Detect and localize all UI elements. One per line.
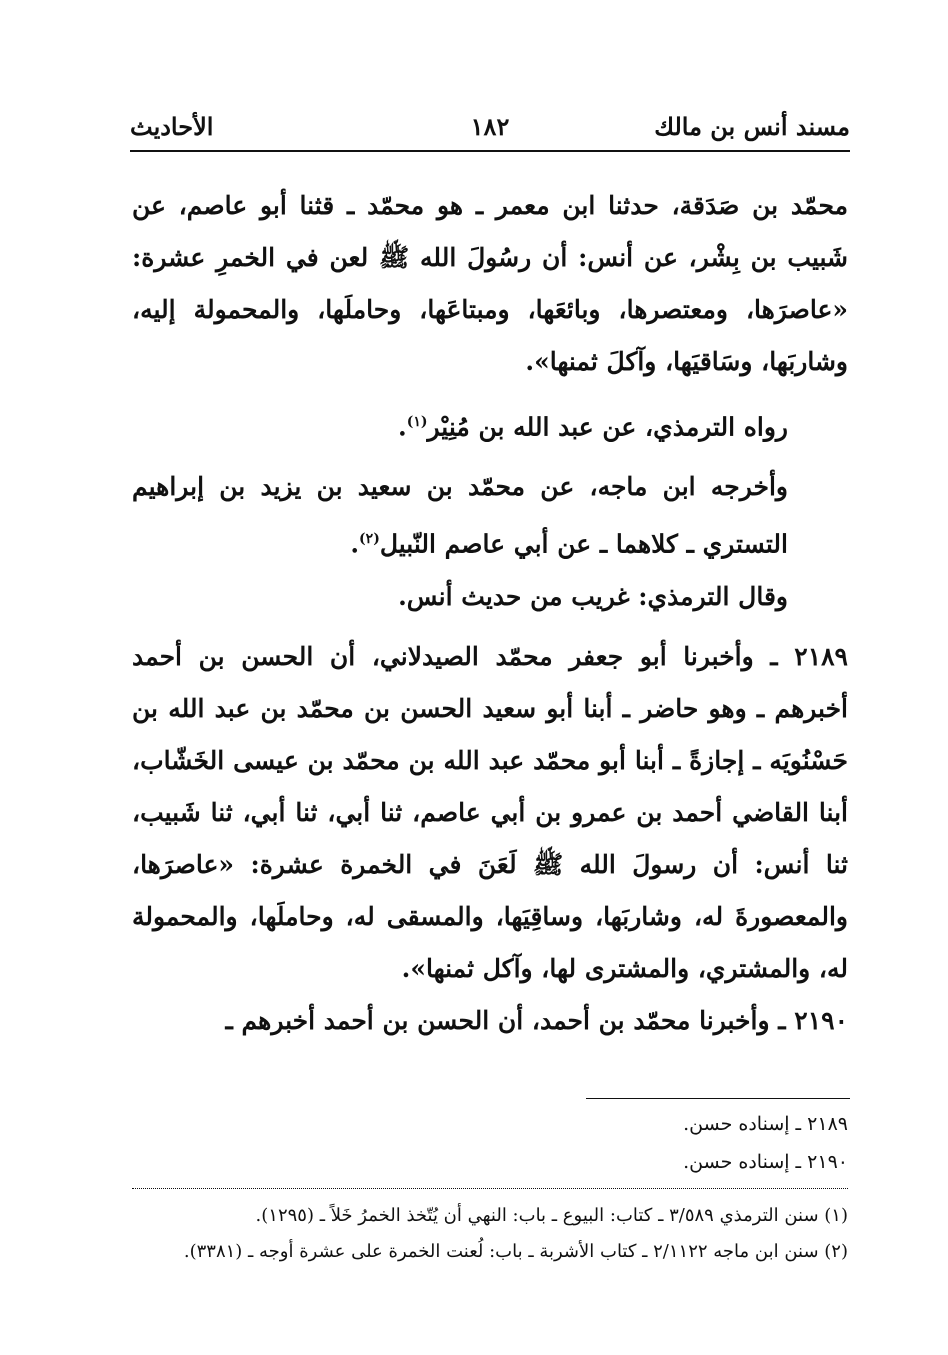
paragraph-tirmidhi-end: . bbox=[398, 412, 407, 442]
footnote-1: (١) سنن الترمذي ٣/٥٨٩ ـ كتاب: البيوع ـ باب: النهي أن يُتّخذ الخمرُ خَلاً ـ (١٢٩٥). bbox=[255, 1205, 848, 1226]
footnotes bbox=[132, 1198, 848, 1270]
notes-rule bbox=[586, 1098, 850, 1099]
page-number: ١٨٢ bbox=[470, 112, 510, 141]
paragraph-ibn-majah-text: وأخرجه ابن ماجه، عن محمّد بن سعيد بن يزيد بن إبراهيم التستري ـ كلاهما ـ عن أبي عاصم النّبيل bbox=[132, 472, 788, 559]
running-header bbox=[130, 112, 850, 152]
footnote-ref-1[interactable]: (١) bbox=[406, 414, 428, 430]
main-text bbox=[132, 180, 848, 1047]
paragraph-ibn-majah bbox=[132, 461, 848, 570]
paragraph-tirmidhi bbox=[132, 396, 848, 453]
hadith-2189-text: ـ وأخبرنا أبو جعفر محمّد الصيدلاني، أن الحسن بن أحمد أخبرهم ـ وهو حاضر ـ أبنا أبو سعيد الحسن بن محمّد بن عبد الله بن حَسْنُويَه ـ إجازةً ـ أبنا أبو محمّد عبد الله بن محمّد بن عيسى الخَشّاب، أبنا القاضي أحمد بن عمرو بن أبي عاصم، ثنا أبي، ثنا أبي، ثنا شَبيب، ثنا أنس: أن رسولَ الله ﷺ لَعَنَ في الخمرة عشرة: «عاصرَها، والمعصورةَ له، وشاربَها، وساقِيَها، والمسقى له، وحاملَها، والمحمولة له، والمشتري، والمشترى لها، وآكل ثمنها». bbox=[132, 641, 848, 983]
paragraph-isnad: محمّد بن صَدَقة، حدثنا ابن معمر ـ هو محمّد ـ قثنا أبو عاصم، عن شَبيب بن بِشْر، عن أنس: أن رسُولَ الله ﷺ لعن في الخمرِ عشرة: «عاصرَها، ومعتصرها، وبائعَها، ومبتاعَها، وحاملَها، والمحمولة إليه، وشاربَها، وسَاقيَها، وآكلَ ثمنها». bbox=[132, 191, 848, 376]
hadith-number-2189: ٢١٨٩ bbox=[794, 641, 848, 671]
paragraph-ibn-majah-end: . bbox=[350, 529, 360, 559]
section-title: الأحاديث bbox=[130, 112, 214, 141]
hadith-number-2190: ٢١٩٠ bbox=[794, 1005, 848, 1035]
hadith-2190 bbox=[132, 995, 848, 1047]
grading-notes bbox=[132, 1105, 848, 1181]
note-2190: ٢١٩٠ ـ إسناده حسن. bbox=[683, 1151, 848, 1173]
hadith-2190-text: ـ وأخبرنا محمّد بن أحمد، أن الحسن بن أحمد أخبرهم ـ bbox=[225, 1005, 786, 1035]
header-rule bbox=[130, 150, 850, 152]
footnote-ref-2[interactable]: (٢) bbox=[359, 531, 380, 548]
paragraph-tirmidhi-text: رواه الترمذي، عن عبد الله بن مُنِيْر bbox=[427, 412, 788, 442]
paragraph-tirmidhi-comment: وقال الترمذي: غريب من حديث أنس. bbox=[398, 581, 788, 611]
footnote-2: (٢) سنن ابن ماجه ٢/١١٢٢ ـ كتاب الأشربة ـ باب: لُعنت الخمرة على عشرة أوجه ـ (٣٣٨١). bbox=[183, 1241, 848, 1262]
book-title: مسند أنس بن مالك bbox=[654, 112, 850, 141]
hadith-2189 bbox=[132, 631, 848, 995]
footnotes-rule bbox=[132, 1188, 848, 1189]
note-2189: ٢١٨٩ ـ إسناده حسن. bbox=[683, 1113, 848, 1135]
